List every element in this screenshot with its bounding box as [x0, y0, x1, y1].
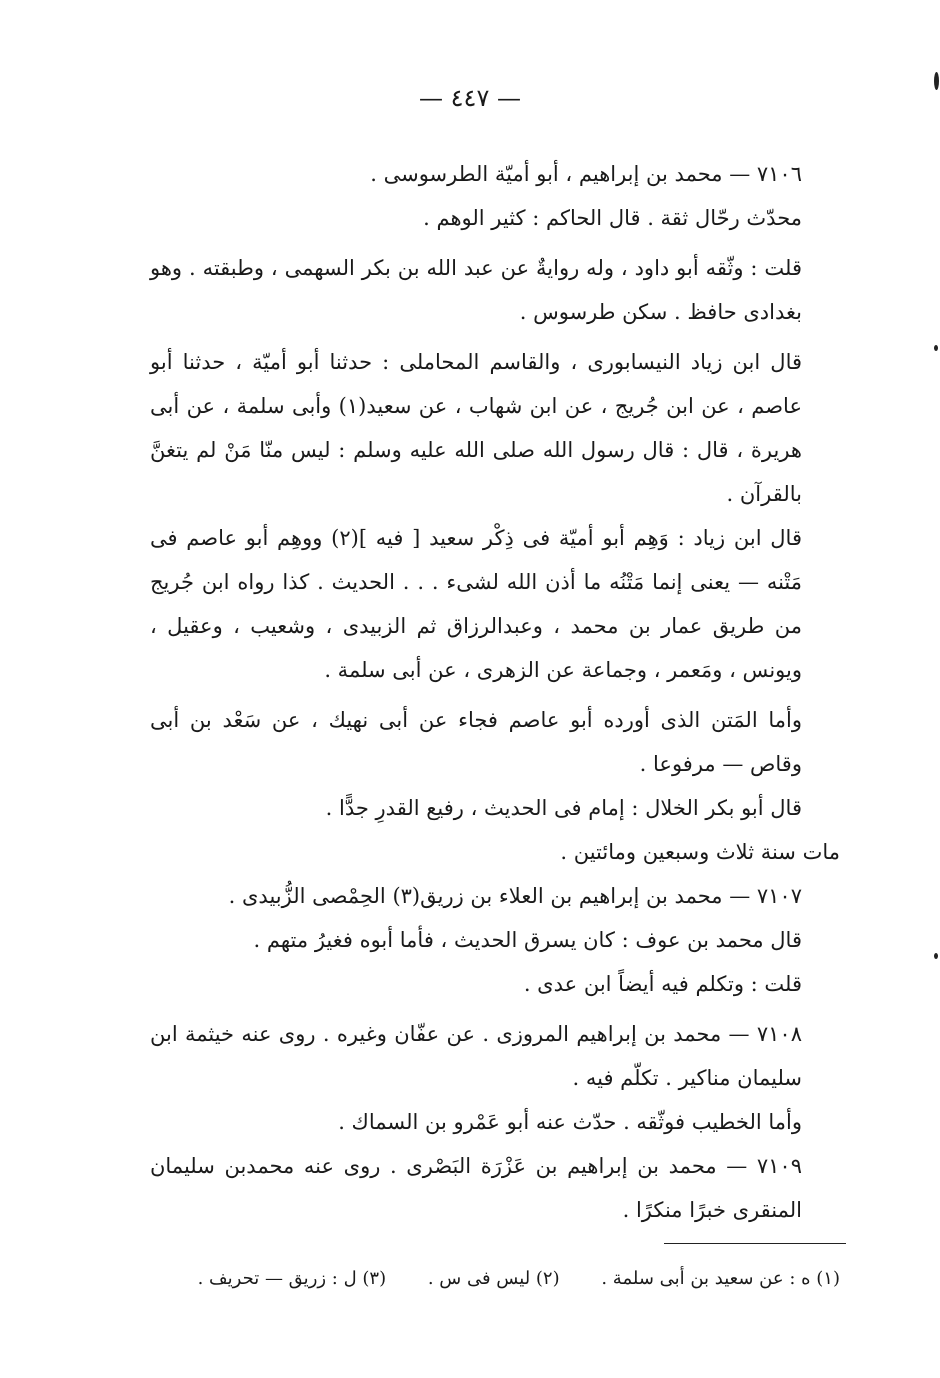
entry-7106-paragraph: مات سنة ثلاث وسبعين ومائتين . — [560, 840, 840, 864]
footnote-separator — [664, 1243, 846, 1244]
entry-7106-paragraph: وأما المَتن الذى أورده أبو عاصم فجاء عن أبى نهيك ، عن سَعْد بن أبى وقاص — مرفوعا . — [150, 708, 802, 776]
entry-7106-heading: ٧١٠٦ — محمد بن إبراهيم ، أبو أميّة الطرسوسى . — [370, 162, 802, 186]
page-number: — ٤٤٧ — — [419, 84, 521, 112]
entry-7107-heading: ٧١٠٧ — محمد بن إبراهيم بن العلاء بن زريق(٣) الحِمْصى الزُّبيدى . — [228, 884, 802, 908]
entry-7108-heading: ٧١٠٨ — محمد بن إبراهيم المروزى . عن عفّان وغيره . روى عنه خيثمة ابن سليمان مناكير . تكلّم فيه . — [150, 1022, 802, 1090]
entry-7107-paragraph: قال محمد بن عوف : كان يسرق الحديث ، فأما أبوه فغيرُ متهم . — [253, 928, 802, 952]
footnotes — [150, 1262, 840, 1296]
scan-edge-mark — [934, 953, 938, 959]
entry-7106-paragraph: محدّث رحّال ثقة . قال الحاكم : كثير الوهم . — [423, 206, 802, 230]
entry-7106-paragraph: قال ابن زياد : وَهِم أبو أميّة فى ذِكْر سعيد [ فيه ](٢) ووهِم أبو عاصم فى مَتْنه — يعنى إنما مَتْنُه ما أذن الله لشىء . . . الحديث . كذا رواه ابن جُريج من طريق عمار بن محمد ، وعبدالرزاق ثم الزبيدى ، وشعيب ، وعقيل ، ويونس ، ومَعمر ، وجماعة عن الزهرى ، عن أبى سلمة . — [150, 526, 802, 682]
scan-edge-mark — [934, 72, 939, 90]
entry-7109-heading: ٧١٠٩ — محمد بن إبراهيم بن عَزْرَة البَصْرى . روى عنه محمدبن سليمان المنقرى خبرًا منكرًا . — [150, 1154, 802, 1222]
footnote-2: (٢) ليس فى س . — [427, 1268, 560, 1289]
scan-edge-mark — [934, 345, 938, 351]
footnote-1: (١) ه : عن سعيد بن أبى سلمة . — [601, 1268, 840, 1289]
main-text — [150, 152, 840, 1232]
entry-7106-paragraph: قلت : وثّقه أبو داود ، وله روايةٌ عن عبد الله بن بكر السهمى ، وطبقته . وهو بغدادى حافظ . سكن طرسوس . — [150, 256, 802, 324]
entry-7106-paragraph: قال ابن زياد النيسابورى ، والقاسم المحاملى : حدثنا أبو أميّة ، حدثنا أبو عاصم ، عن ابن جُريج ، عن ابن شهاب ، عن سعيد(١) وأبى سلمة ، عن أبى هريرة ، قال : قال رسول الله صلى الله عليه وسلم : ليس منّا مَنْ لم يتغنَّ بالقرآن . — [150, 350, 802, 506]
entry-7108-paragraph: وأما الخطيب فوثّقه . حدّث عنه أبو عَمْرو بن السماك . — [338, 1110, 802, 1134]
entry-7107-paragraph: قلت : وتكلم فيه أيضاً ابن عدى . — [523, 972, 802, 996]
footnote-3: (٣) ل : زريق — تحريف . — [197, 1268, 387, 1289]
entry-7106-paragraph: قال أبو بكر الخلال : إمام فى الحديث ، رفيع القدرِ جدًّا . — [325, 796, 802, 820]
